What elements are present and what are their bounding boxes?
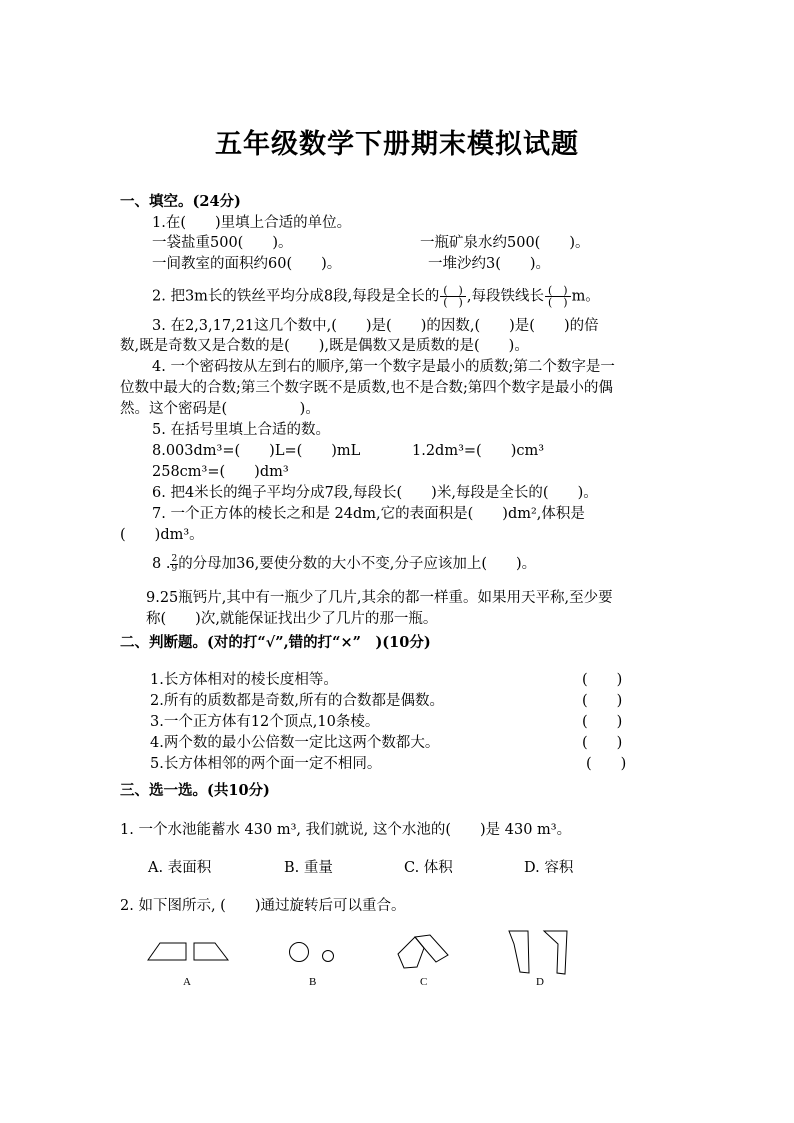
question-5: 5. 在括号里填上合适的数。 — [152, 422, 330, 438]
question-6: 6. 把4米长的绳子平均分成7段,每段长( )米,每段是全长的( )。 — [152, 485, 598, 501]
figure-label-c: C — [420, 976, 428, 988]
question-4-line-3: 然。这个密码是( )。 — [120, 401, 320, 417]
fraction-numerator: ( ) — [545, 285, 571, 297]
figure-a-trapezoids — [148, 943, 228, 960]
question-8-text: 的分母加36,要使分数的大小不变,分子应该加上( )。 — [178, 556, 537, 572]
fraction-numerator: ( ) — [440, 285, 466, 297]
judge-item-3: 3.一个正方体有12个顶点,10条棱。 — [150, 714, 380, 730]
judge-item-5: 5.长方体相邻的两个面一定不相同。 — [150, 756, 382, 772]
question-5a: 8.003dm³=( )L=( )mL — [152, 443, 361, 459]
question-9-line-2: 称( )次,就能保证找出少了几片的那一瓶。 — [146, 611, 438, 627]
section-heading-fill-blank: 一、填空。(24分) — [120, 193, 241, 210]
question-4-line-2: 位数中最大的合数;第三个数字既不是质数,也不是合数;第四个数字是最小的偶 — [120, 380, 613, 396]
answer-blank-3[interactable]: ( ) — [582, 714, 623, 730]
question-8-number: 8 . — [152, 556, 171, 572]
question-2-text-c: m。 — [571, 288, 600, 305]
question-1d: 一堆沙约3( )。 — [428, 256, 551, 272]
d-shape-left — [509, 931, 529, 973]
fraction-denominator: ( ) — [443, 296, 463, 309]
circle-large — [290, 943, 309, 962]
question-1a: 一袋盐重500( )。 — [152, 235, 293, 251]
question-1: 1.在( )里填上合适的单位。 — [152, 215, 352, 231]
figure-label-d: D — [536, 976, 544, 988]
option-a[interactable]: A. 表面积 — [148, 860, 212, 876]
question-2-text-b: ,每段铁线长 — [466, 288, 544, 305]
question-5c: 258cm³=( )dm³ — [152, 464, 289, 480]
question-3-line-2: 数,既是奇数又是合数的是( ),既是偶数又是质数的是( )。 — [120, 338, 529, 354]
option-c[interactable]: C. 体积 — [404, 860, 453, 876]
fraction-denominator: ( ) — [547, 296, 568, 309]
d-shape-right — [544, 931, 567, 974]
answer-blank-5[interactable]: ( ) — [586, 756, 627, 772]
judge-item-1: 1.长方体相对的棱长度相等。 — [150, 672, 338, 688]
page-title: 五年级数学下册期末模拟试题 — [215, 129, 579, 160]
section-heading-true-false: 二、判断题。(对的打“√”,错的打“×” )(10分) — [120, 634, 431, 651]
question-1c: 一间教室的面积约60( )。 — [152, 256, 342, 272]
pentagon-left — [398, 937, 424, 968]
answer-blank-2[interactable]: ( ) — [582, 693, 623, 709]
judge-item-4: 4.两个数的最小公倍数一定比这两个数都大。 — [150, 735, 440, 751]
answer-blank-4[interactable]: ( ) — [582, 735, 623, 751]
circle-small — [323, 951, 334, 962]
trapezoid-left — [148, 943, 186, 960]
trapezoid-right — [194, 943, 228, 960]
question-5b: 1.2dm³=( )cm³ — [412, 443, 545, 459]
section-heading-multiple-choice: 三、选一选。(共10分) — [120, 782, 270, 799]
figure-label-b: B — [309, 976, 317, 988]
answer-blank-1[interactable]: ( ) — [582, 672, 623, 688]
fraction-denominator: 9 — [171, 563, 178, 574]
figure-b-circles — [290, 943, 334, 962]
question-7-line-1: 7. 一个正方体的棱长之和是 24dm,它的表面积是( )dm²,体积是 — [152, 506, 585, 522]
figure-d-shapes — [509, 931, 567, 974]
figure-label-a: A — [183, 976, 191, 988]
fraction-numerator: 2 — [171, 553, 178, 564]
question-2-text-a: 2. 把3m长的铁丝平均分成8段,每段是全长的 — [152, 288, 440, 305]
judge-item-2: 2.所有的质数都是奇数,所有的合数都是偶数。 — [150, 693, 444, 709]
question-7-line-2: ( )dm³。 — [120, 527, 204, 543]
choice-question-2: 2. 如下图所示, ( )通过旋转后可以重合。 — [120, 898, 406, 914]
question-4-line-1: 4. 一个密码按从左到右的顺序,第一个数字是最小的质数;第二个数字是一 — [152, 359, 615, 375]
option-b[interactable]: B. 重量 — [284, 860, 333, 876]
question-9-line-1: 9.25瓶钙片,其中有一瓶少了几片,其余的都一样重。如果用天平称,至少要 — [146, 590, 613, 606]
figure-c-polygons — [398, 935, 448, 968]
question-3-line-1: 3. 在2,3,17,21这几个数中,( )是( )的因数,( )是( )的倍 — [152, 318, 599, 334]
choice-question-1: 1. 一个水池能蓄水 430 m³, 我们就说, 这个水池的( )是 430 m³。 — [120, 822, 572, 838]
option-d[interactable]: D. 容积 — [524, 860, 574, 876]
question-1b: 一瓶矿泉水约500( )。 — [420, 235, 590, 251]
